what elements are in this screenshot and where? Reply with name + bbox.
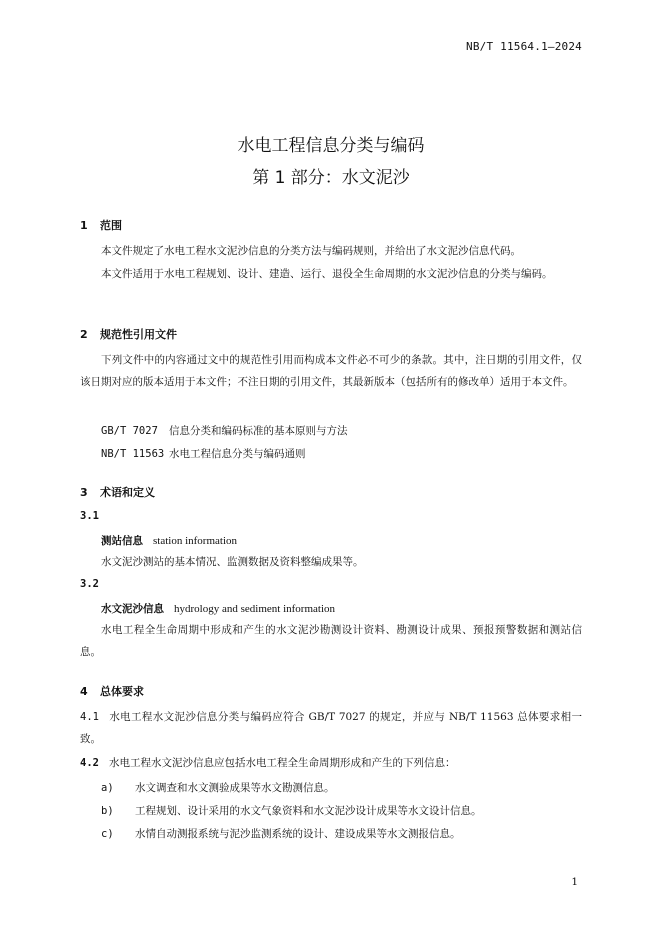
list-marker: c) (101, 828, 114, 840)
clause-number: 4.1 (80, 711, 99, 723)
reference-code: GB/T 7027 (101, 425, 158, 437)
normative-reference (101, 423, 348, 438)
term-chinese: 水文泥沙信息 (101, 603, 164, 615)
term-number: 3.2 (80, 578, 99, 590)
section-title: 总体要求 (100, 685, 144, 698)
clause-text: 水电工程水文泥沙信息分类与编码应符合 GB/T 7027 的规定，并应与 NB/T 11563 总体要求相一致。 (80, 711, 582, 745)
document-subtitle: 第 1 部分：水文泥沙 (252, 168, 410, 188)
list-item-text: 水情自动测报系统与泥沙监测系统的设计、建设成果等水文测报信息。 (135, 828, 461, 840)
reference-code: NB/T 11563 (101, 448, 165, 460)
term-number: 3.1 (80, 510, 99, 522)
clause-text: 水电工程水文泥沙信息应包括水电工程全生命周期形成和产生的下列信息： (108, 757, 456, 769)
term-english: hydrology and sediment information (174, 603, 335, 615)
list-marker: b) (101, 805, 114, 817)
clause-4-2 (80, 752, 582, 774)
paragraph: 本文件规定了水电工程水文泥沙信息的分类方法与编码规则，并给出了水文泥沙信息代码。 (101, 245, 521, 257)
section-title: 范围 (100, 219, 122, 232)
term-definition: 水文泥沙测站的基本情况、监测数据及资料整编成果等。 (101, 556, 364, 568)
term-entry (101, 533, 237, 548)
clause-4-1 (80, 706, 582, 750)
list-item (101, 803, 482, 818)
section-number: 1 (80, 219, 88, 232)
section-1-heading (80, 217, 122, 233)
section-title: 术语和定义 (100, 486, 155, 499)
reference-name: 水电工程信息分类与编码通则 (169, 448, 306, 460)
section-4-heading (80, 683, 144, 699)
list-item (101, 826, 461, 841)
list-item (101, 780, 335, 795)
section-number: 2 (80, 328, 88, 341)
section-3-heading (80, 484, 155, 500)
standard-number: NB/T 11564.1—2024 (466, 40, 582, 53)
list-marker: a) (101, 782, 114, 794)
page-number: 1 (571, 876, 578, 888)
list-item-text: 工程规划、设计采用的水文气象资料和水文泥沙设计成果等水文设计信息。 (135, 805, 482, 817)
section-title: 规范性引用文件 (100, 328, 177, 341)
clause-number: 4.2 (80, 757, 99, 769)
term-english: station information (153, 535, 238, 547)
paragraph: 本文件适用于水电工程规划、设计、建造、运行、退役全生命周期的水文泥沙信息的分类与编码。 (101, 268, 553, 280)
term-chinese: 测站信息 (101, 535, 143, 547)
normative-reference (101, 446, 306, 461)
section-number: 4 (80, 685, 88, 698)
list-item-text: 水文调查和水文测验成果等水文勘测信息。 (135, 782, 335, 794)
section-number: 3 (80, 486, 88, 499)
paragraph: 下列文件中的内容通过文中的规范性引用而构成本文件必不可少的条款。其中，注日期的引用文件，仅该日期对应的版本适用于本文件；不注日期的引用文件，其最新版本（包括所有的修改单）适用于本文件。 (80, 354, 582, 388)
document-title: 水电工程信息分类与编码 (237, 136, 425, 156)
reference-name: 信息分类和编码标准的基本原则与方法 (169, 425, 348, 437)
term-entry (101, 601, 335, 616)
term-definition: 水电工程全生命周期中形成和产生的水文泥沙勘测设计资料、勘测设计成果、预报预警数据和测站信息。 (80, 624, 582, 658)
section-2-heading (80, 326, 177, 342)
